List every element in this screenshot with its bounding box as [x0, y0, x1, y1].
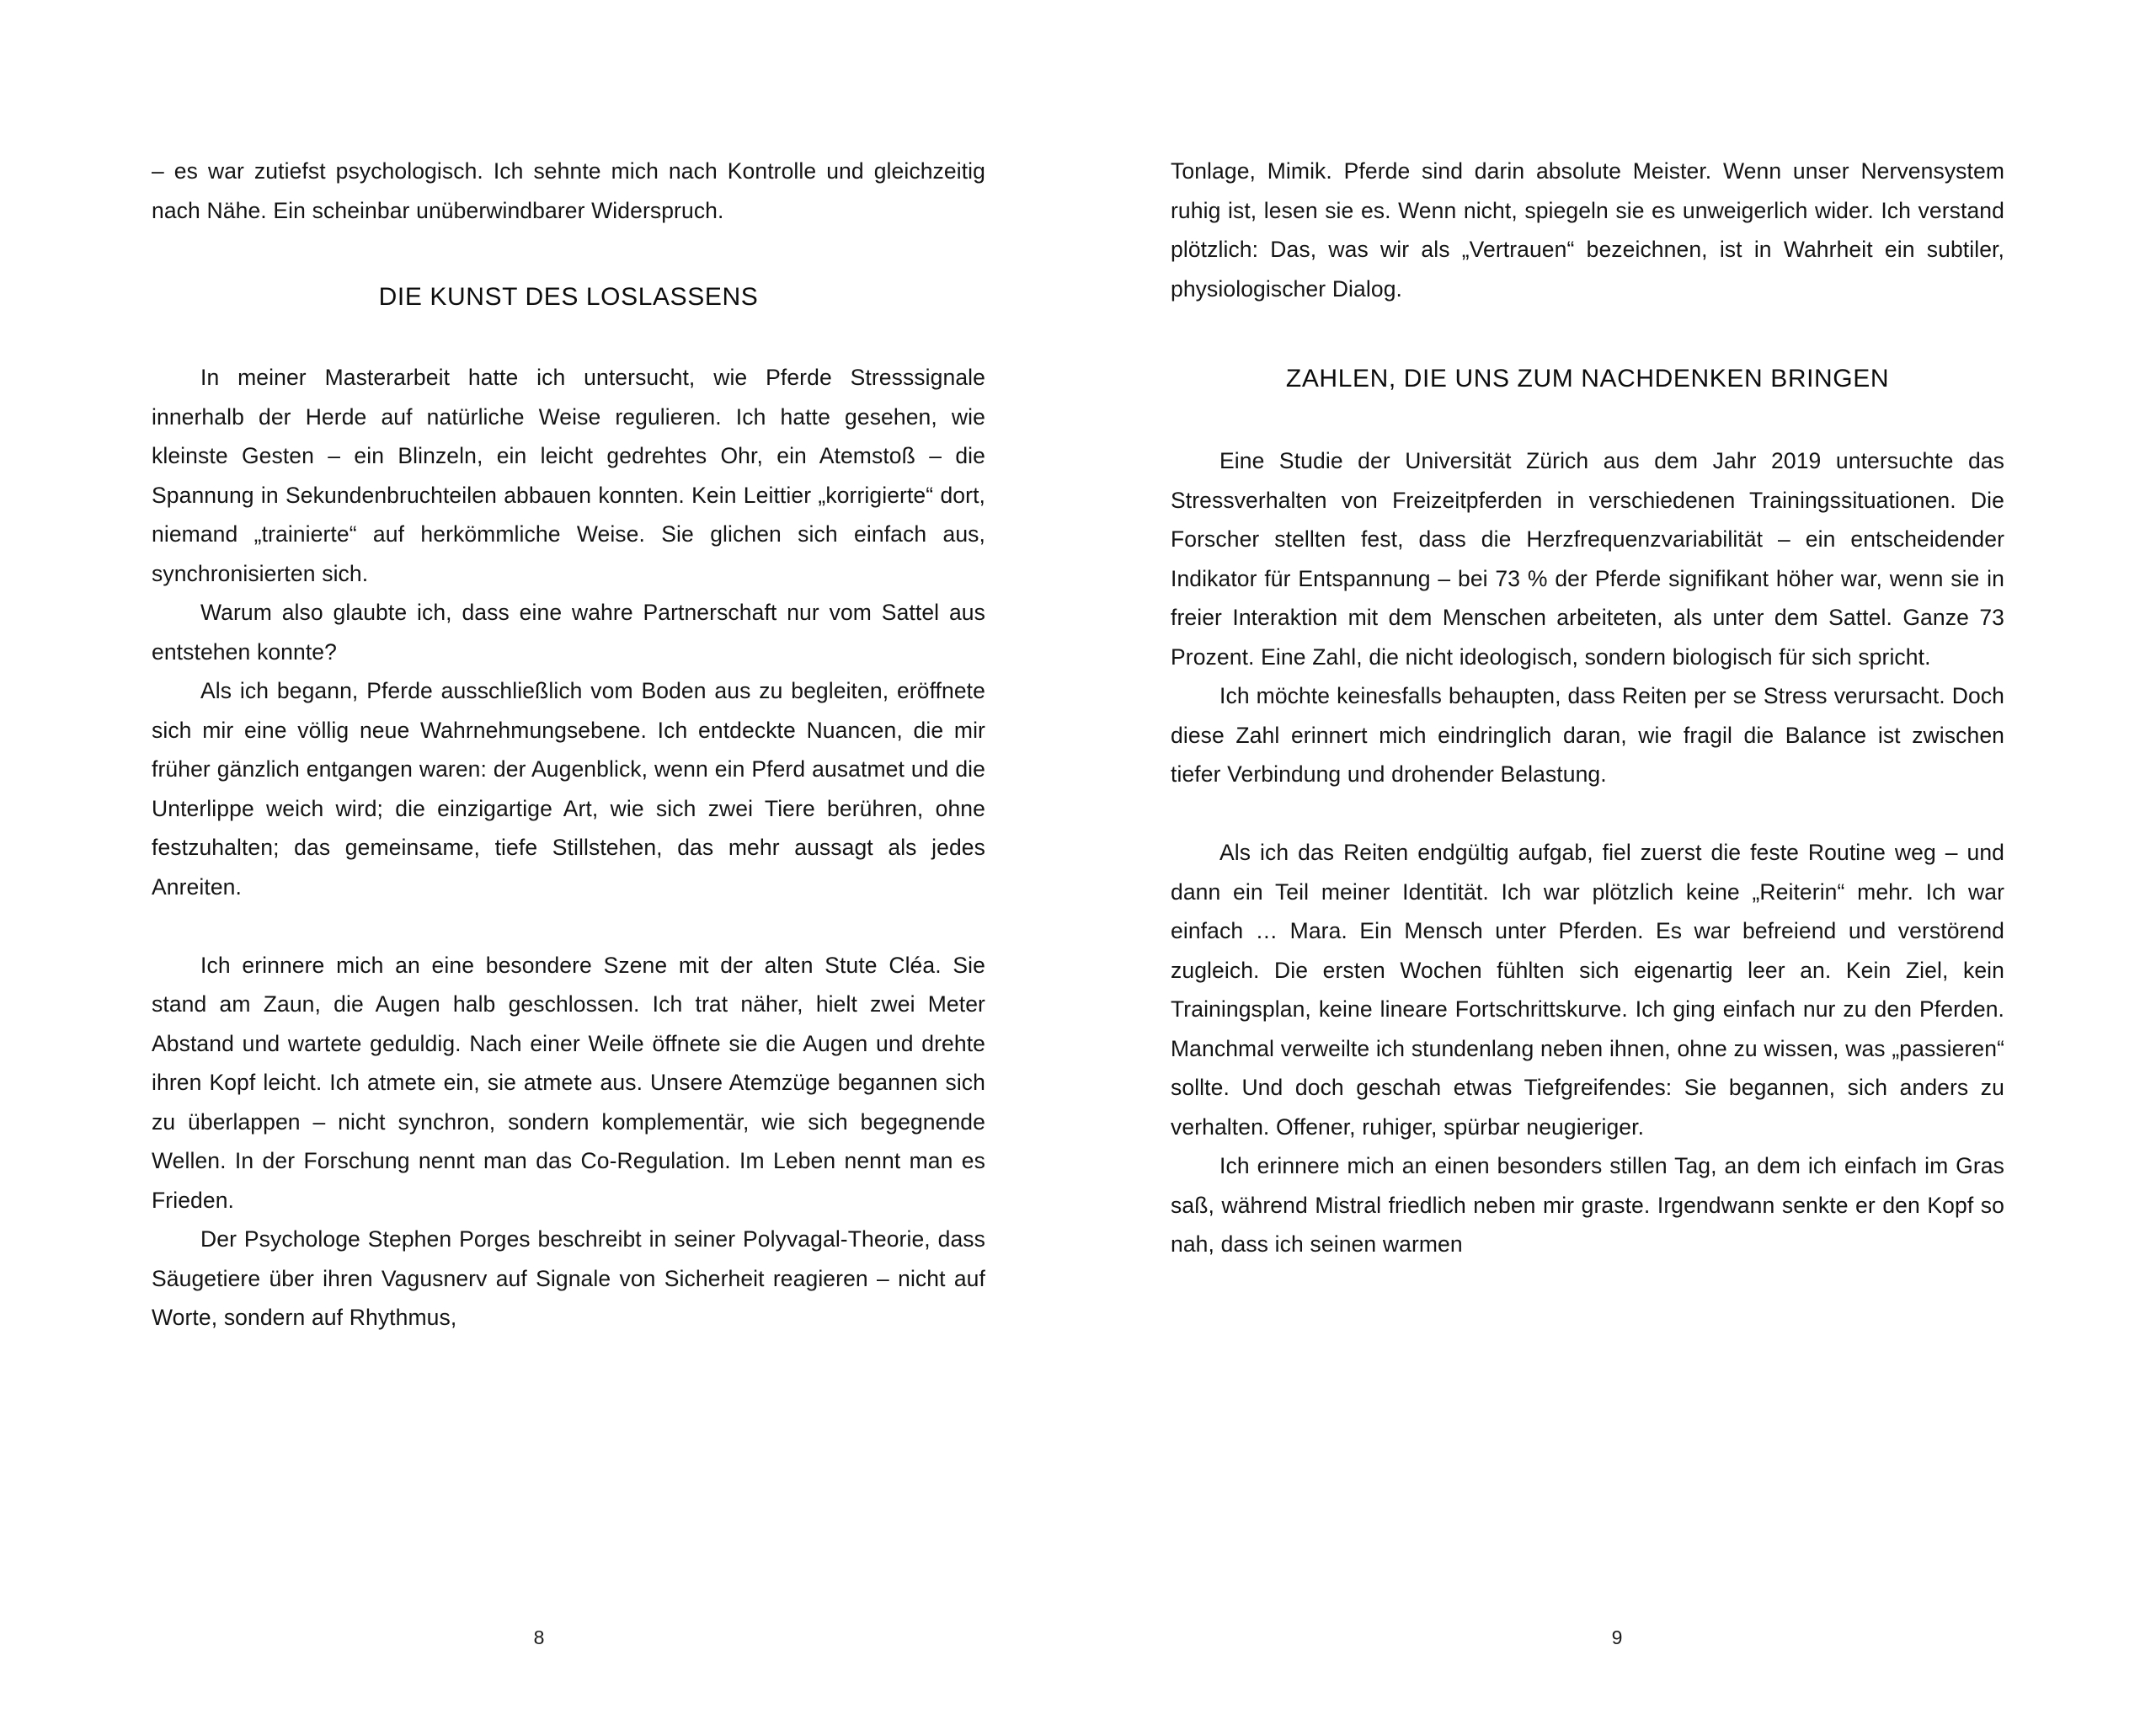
right-page-number: 9 [1611, 1626, 1623, 1648]
left-paragraph-4: Ich erinnere mich an eine besondere Szene mit der alten Stute Cléa. Sie stand am Zaun, die Augen halb geschlossen. Ich trat näher, hielt zwei Meter Abstand und wartete geduldig. Nach einer Weile öffnete sie die Augen und drehte ihren Kopf leicht. Ich atmete ein, sie atmete aus. Unsere Atemzüge begannen sich zu überlappen – nicht synchron, sondern komplementär, wie sich begegnende Wellen. In der Forschung nennt man das Co-Regulation. Im Leben nennt man es Frieden. [152, 952, 985, 1213]
right-paragraph-2: Ich möchte keinesfalls behaupten, dass Reiten per se Stress verursacht. Doch diese Zahl erinnert mich eindringlich daran, wie fragil die Balance ist zwischen tiefer Verbindung und drohender Belastung. [1171, 683, 2004, 787]
right-page [1078, 0, 2156, 1725]
left-paragraph-5: Der Psychologe Stephen Porges beschreibt in seiner Polyvagal-Theorie, dass Säugetiere über ihren Vagusnerv auf Signale von Sicherheit reagieren – nicht auf Worte, sondern auf Rhythmus, [152, 1226, 985, 1330]
right-paragraph-1: Eine Studie der Universität Zürich aus dem Jahr 2019 untersuchte das Stressverhalten von Freizeitpferden in verschiedenen Trainingssituationen. Die Forscher stellten fest, dass die Herzfrequenzvariabilität – ein entscheidender Indikator für Entspannung – bei 73 % der Pferde signifikant höher war, wenn sie in freier Interaktion mit dem Menschen arbeiteten, als unter dem Sattel. Ganze 73 Prozent. Eine Zahl, die nicht ideologisch, sondern biologisch für sich spricht. [1171, 448, 2004, 670]
right-paragraph-3: Als ich das Reiten endgültig aufgab, fiel zuerst die feste Routine weg – und dann ein Teil meiner Identität. Ich war plötzlich keine „Reiterin“ mehr. Ich war einfach … Mara. Ein Mensch unter Pferden. Es war befreiend und verstörend zugleich. Die ersten Wochen fühlten sich eigenartig leer an. Kein Ziel, kein Trainingsplan, keine lineare Fortschrittskurve. Ich ging einfach nur zu den Pferden. Manchmal verweilte ich stundenlang neben ihnen, ohne zu wissen, was „passieren“ sollte. Und doch geschah etwas Tiefgreifendes: Sie begannen, sich anders zu verhalten. Offener, ruhiger, spürbar neugieriger. [1171, 840, 2004, 1140]
left-section-heading: DIE KUNST DES LOSLASSENS [378, 283, 759, 311]
right-continued-paragraph: Tonlage, Mimik. Pferde sind darin absolute Meister. Wenn unser Nervensystem ruhig ist, lesen sie es. Wenn nicht, spiegeln sie es unweigerlich wider. Ich verstand plötzlich: Das, was wir als „Vertrauen“ bezeichnen, ist in Wahrheit ein subtiler, physiologischer Dialog. [1171, 158, 2004, 302]
right-page-textblock [1171, 152, 2004, 1264]
left-continued-paragraph: – es war zutiefst psychologisch. Ich sehnte mich nach Kontrolle und gleichzeitig nach Nähe. Ein scheinbar unüberwindbarer Widerspruch. [152, 158, 985, 223]
left-paragraph-1: In meiner Masterarbeit hatte ich untersucht, wie Pferde Stresssignale innerhalb der Herde auf natürliche Weise regulieren. Ich hatte gesehen, wie kleinste Gesten – ein Blinzeln, ein leicht gedrehtes Ohr, ein Atemstoß – die Spannung in Sekundenbruchteilen abbauen konnten. Kein Leittier „korrigierte“ dort, niemand „trainierte“ auf herkömmliche Weise. Sie glichen sich einfach aus, synchronisierten sich. [152, 365, 985, 586]
left-page-number: 8 [533, 1626, 545, 1648]
left-heading-wrap [152, 230, 985, 358]
right-section-heading: ZAHLEN, DIE UNS ZUM NACHDENKEN BRINGEN [1285, 365, 1890, 393]
right-paragraph-4: Ich erinnere mich an einen besonders stillen Tag, an dem ich einfach im Gras saß, während Mistral friedlich neben mir graste. Irgendwann senkte er den Kopf so nah, dass ich seinen warmen [1171, 1153, 2004, 1257]
left-page-textblock [152, 152, 985, 1338]
left-paragraph-2: Warum also glaubte ich, dass eine wahre Partnerschaft nur vom Sattel aus entstehen konnte? [152, 600, 985, 665]
left-paragraph-3: Als ich begann, Pferde ausschließlich vom Boden aus zu begleiten, eröffnete sich mir eine völlig neue Wahrnehmungsebene. Ich entdeckte Nuancen, die mir früher gänzlich entgangen waren: der Augenblick, wenn ein Pferd ausatmet und die Unterlippe weich wird; die einzigartige Art, wie sich zwei Tiere berühren, ohne festzuhalten; das gemeinsame, tiefe Stillstehen, das mehr aussagt als jedes Anreiten. [152, 678, 985, 900]
right-heading-wrap [1171, 308, 2004, 441]
